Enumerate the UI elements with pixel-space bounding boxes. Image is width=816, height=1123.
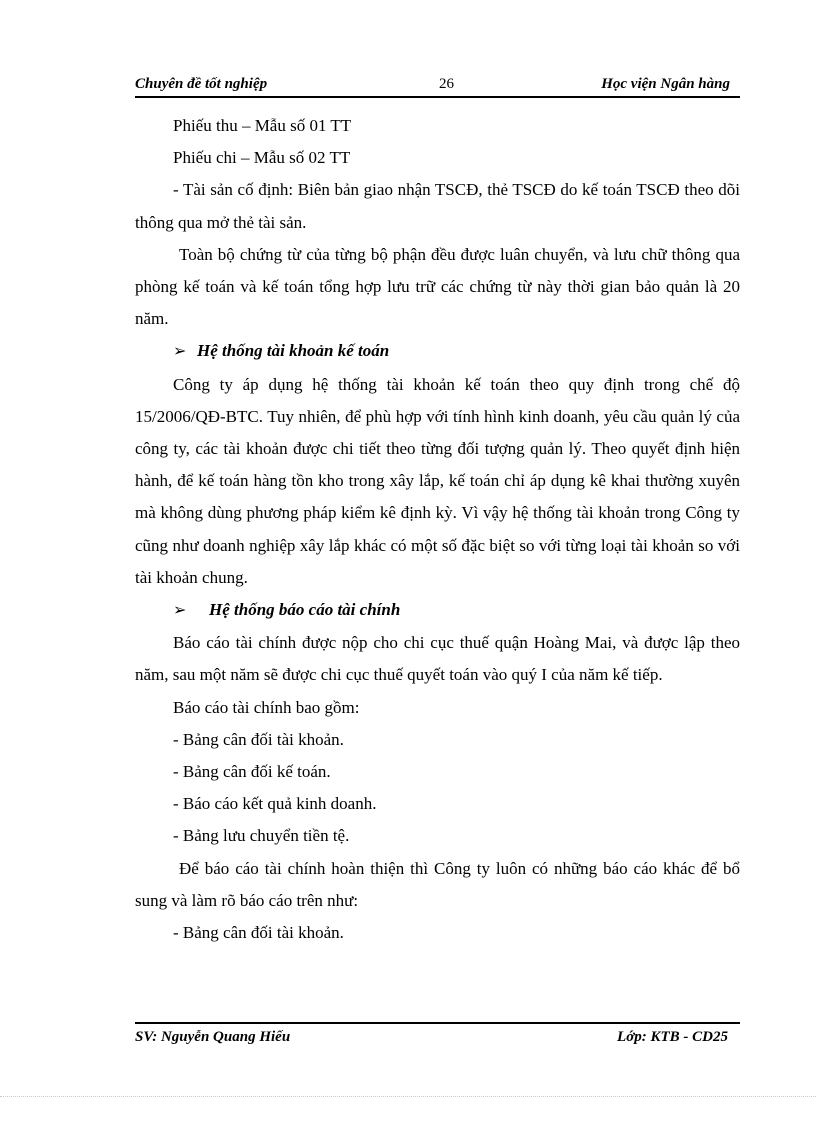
paragraph-account-system: Công ty áp dụng hệ thống tài khoản kế toán theo quy định trong chế độ 15/2006/QĐ-BTC. Tuy nhiên, để phù hợp với tính hình kinh doanh, yêu cầu quản lý của công ty, các tài khoản được chi tiết theo từng đối tượng quản lý. Theo quyết định hiện hành, để kế toán hàng tồn kho trong xây lắp, kế toán chỉ áp dụng kê khai thường xuyên mà không dùng phương pháp kiểm kê định kỳ. Vì vậy hệ thống tài khoản trong Công ty cũng như doanh nghiệp xây lắp khác có một số đặc biệt so với từng loại tài khoản so với tài khoản chung. (135, 374, 740, 587)
paragraph-receipt: Phiếu thu – Mẫu số 01 TT (173, 116, 352, 135)
paragraph-payment: Phiếu chi – Mẫu số 02 TT (173, 148, 351, 168)
arrow-bullet-icon: ➢ (173, 343, 187, 361)
section-heading-text: Hệ thống báo cáo tài chính (209, 600, 401, 620)
header-thesis-title: Chuyên đề tốt nghiệp (135, 76, 268, 92)
list-item: - Bảng cân đối kế toán. (173, 762, 331, 782)
list-item: - Bảng cân đối tài khoản. (173, 729, 344, 749)
section-heading-reports (135, 594, 740, 627)
document-body (135, 110, 740, 949)
paragraph-fixed-assets: - Tài sản cố định: Biên bản giao nhận TSCĐ, thẻ TSCĐ do kế toán TSCĐ theo dõi thông qua mở thẻ tài sản. (135, 180, 740, 232)
section-heading-text: Hệ thống tài khoản kế toán (197, 341, 390, 361)
list-item: - Bảng cân đối tài khoản. (173, 923, 344, 943)
list-item: - Báo cáo kết quả kinh doanh. (173, 794, 377, 814)
header-institution: Học viện Ngân hàng (601, 76, 730, 92)
section-heading-accounts (135, 335, 740, 368)
paragraph-other-reports: Để báo cáo tài chính hoàn thiện thì Công ty luôn có những báo cáo khác để bổ sung và làm rõ báo cáo trên như: (135, 858, 740, 910)
arrow-bullet-icon: ➢ (173, 602, 187, 620)
paragraph-report-includes: Báo cáo tài chính bao gồm: (173, 697, 360, 717)
list-item: - Bảng lưu chuyển tiền tệ. (173, 826, 350, 846)
footer-student: SV: Nguyễn Quang Hiếu (135, 1029, 291, 1045)
footer-class: Lớp: KTB - CD25 (617, 1029, 728, 1045)
paragraph-report-submission: Báo cáo tài chính được nộp cho chi cục thuế quận Hoàng Mai, và được lập theo năm, sau một năm sẽ được chi cục thuế quyết toán vào quý I của năm kế tiếp. (135, 633, 740, 685)
page-footer (135, 1022, 740, 1054)
page-bottom-divider (0, 1096, 816, 1097)
page-number: 26 (439, 76, 454, 92)
paragraph-vouchers: Toàn bộ chứng từ của từng bộ phận đều được luân chuyển, và lưu chữ thông qua phòng kế toán và kế toán tổng hợp lưu trữ các chứng từ này thời gian bảo quản là 20 năm. (135, 244, 740, 329)
page-header (135, 74, 740, 98)
